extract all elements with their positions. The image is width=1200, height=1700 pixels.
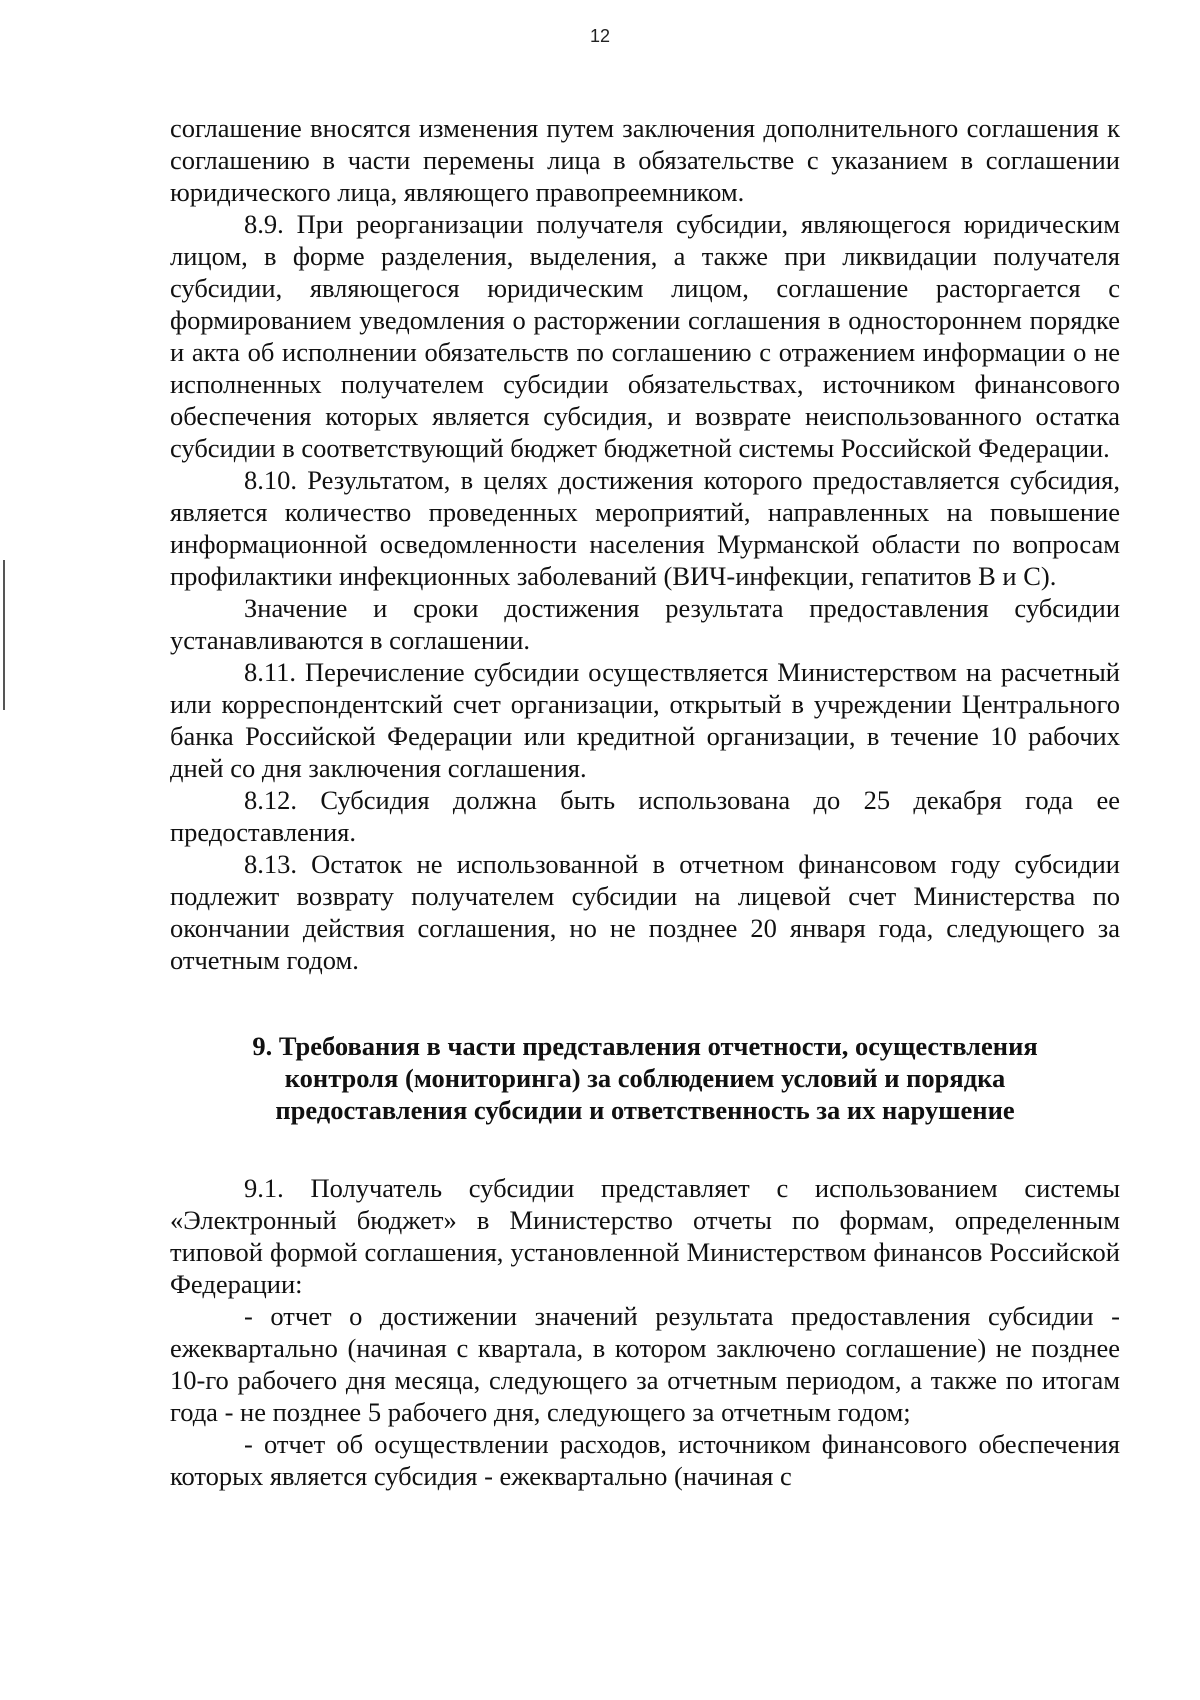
paragraph-8-9: 8.9. При реорганизации получателя субсидии, являющегося юридическим лицом, в форме разделения, выделения, а также при ликвидации получателя субсидии, являющегося юридическим лицом, соглашение расторгается с формированием уведомления о расторжении соглашения в одностороннем порядке и акта об исполнении обязательств по соглашению с отражением информации о не исполненных получателем субсидии обязательствах, источником финансового обеспечения которых является субсидия, и возврате неиспользованного остатка субсидии в соответствующий бюджет бюджетной системы Российской Федерации. — [170, 209, 1120, 463]
page-number: 12 — [589, 26, 611, 46]
section-heading: 9. Требования в части представления отчетности, осуществления контроля (мониторинга) за соблюдением условий и порядка предоставления субсидии и ответственность за их нарушение — [252, 1031, 1038, 1125]
list-item-report-expenses: - отчет об осуществлении расходов, источником финансового обеспечения которых является субсидия - ежеквартально (начиная с — [170, 1429, 1120, 1491]
scan-edge-mark — [3, 560, 5, 710]
paragraph-result-value: Значение и сроки достижения результата предоставления субсидии устанавливаются в соглашении. — [170, 593, 1120, 655]
paragraph-8-10: 8.10. Результатом, в целях достижения которого предоставляется субсидия, является количество проведенных мероприятий, направленных на повышение информационной осведомленности населения Мурманской области по вопросам профилактики инфекционных заболеваний (ВИЧ-инфекции, гепатитов В и С). — [170, 465, 1120, 591]
paragraph-8-13: 8.13. Остаток не использованной в отчетном финансовом году субсидии подлежит возврату получателем субсидии на лицевой счет Министерства по окончании действия соглашения, но не позднее 20 января года, следующего за отчетным годом. — [170, 849, 1120, 975]
paragraph-8-11: 8.11. Перечисление субсидии осуществляется Министерством на расчетный или корреспондентский счет организации, открытый в учреждении Центрального банка Российской Федерации или кредитной организации, в течение 10 рабочих дней со дня заключения соглашения. — [170, 657, 1120, 783]
document-body — [170, 112, 1120, 1492]
list-item-report-results: - отчет о достижении значений результата предоставления субсидии - ежеквартально (начиная с квартала, в котором заключено соглашение) не позднее 10-го рабочего дня месяца, следующего за отчетным периодом, а также по итогам года - не позднее 5 рабочего дня, следующего за отчетным годом; — [170, 1301, 1120, 1427]
paragraph-8-12: 8.12. Субсидия должна быть использована до 25 декабря года ее предоставления. — [170, 785, 1120, 847]
paragraph-9-1: 9.1. Получатель субсидии представляет с использованием системы «Электронный бюджет» в Министерство отчеты по формам, определенным типовой формой соглашения, установленной Министерством финансов Российской Федерации: — [170, 1173, 1120, 1299]
paragraph-continuation: соглашение вносятся изменения путем заключения дополнительного соглашения к соглашению в части перемены лица в обязательстве с указанием в соглашении юридического лица, являющего правопреемником. — [170, 113, 1120, 207]
